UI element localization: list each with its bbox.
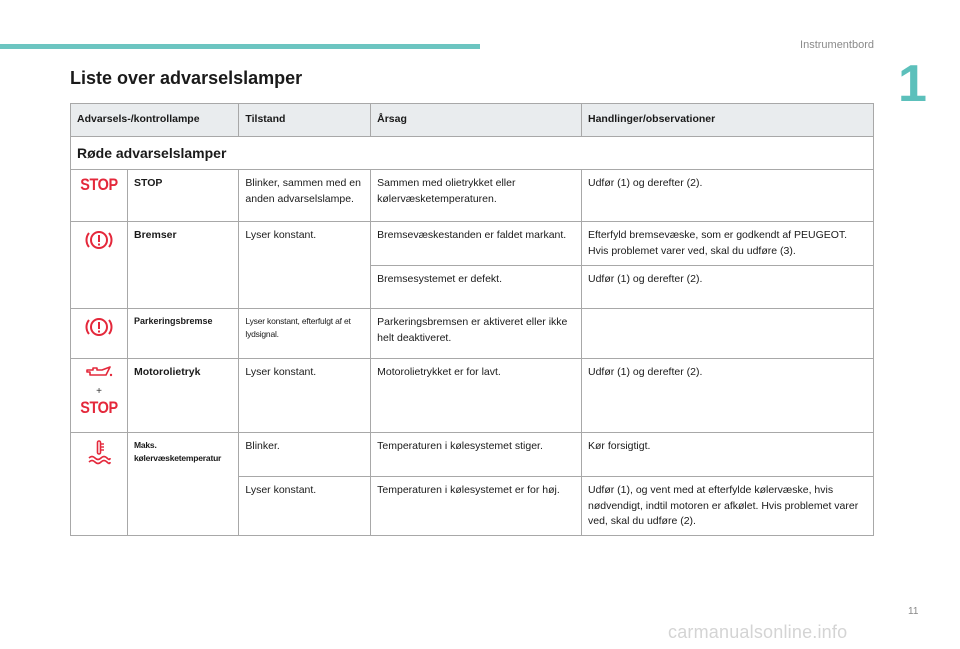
lamp-state: Lyser konstant. bbox=[239, 222, 371, 309]
column-header-cause: Årsag bbox=[371, 104, 582, 137]
parking-brake-icon bbox=[85, 315, 113, 339]
table-row bbox=[71, 359, 874, 433]
lamp-state: Lyser konstant, efterfulgt af et lydsignal. bbox=[239, 309, 371, 359]
oil-pressure-icon bbox=[84, 365, 114, 379]
lamp-cause: Temperaturen i kølesystemet er for høj. bbox=[371, 477, 582, 536]
lamp-action bbox=[582, 309, 874, 359]
column-header-state: Tilstand bbox=[239, 104, 371, 137]
lamp-action: Kør forsigtigt. bbox=[582, 433, 874, 477]
page-number: 11 bbox=[908, 606, 919, 617]
lamp-action: Udfør (1) og derefter (2). bbox=[582, 170, 874, 222]
group-row-red bbox=[71, 137, 874, 170]
warning-lamps-table bbox=[70, 103, 874, 536]
lamp-name: Motorolietryk bbox=[127, 359, 238, 433]
chapter-number: 1 bbox=[898, 55, 927, 113]
coolant-temperature-icon bbox=[86, 439, 112, 465]
section-label: Instrumentbord bbox=[800, 39, 874, 51]
table-row bbox=[71, 170, 874, 222]
lamp-name: STOP bbox=[127, 170, 238, 222]
lamp-cause: Bremsesystemet er defekt. bbox=[371, 266, 582, 309]
icon-cell bbox=[71, 433, 128, 536]
lamp-cause: Temperaturen i kølesystemet stiger. bbox=[371, 433, 582, 477]
icon-cell bbox=[71, 359, 128, 433]
header-accent-bar bbox=[0, 44, 480, 49]
column-header-lamp: Advarsels-/kontrollampe bbox=[71, 104, 239, 137]
plus-sign: + bbox=[96, 385, 102, 397]
column-header-action: Handlinger/observationer bbox=[582, 104, 874, 137]
icon-cell bbox=[71, 170, 128, 222]
lamp-state: Blinker. bbox=[239, 433, 371, 477]
stop-icon: STOP bbox=[80, 175, 118, 195]
watermark: carmanualsonline.info bbox=[668, 622, 848, 642]
table-row bbox=[71, 433, 874, 477]
lamp-state: Lyser konstant. bbox=[239, 359, 371, 433]
lamp-name: Bremser bbox=[127, 222, 238, 309]
lamp-action: Udfør (1) og derefter (2). bbox=[582, 266, 874, 309]
lamp-name: Maks. kølervæsketemperatur bbox=[127, 433, 238, 536]
lamp-action: Udfør (1), og vent med at efterfylde kølervæske, hvis nødvendigt, indtil motoren er afkølet. Hvis problemet varer ved, skal du udføre (2). bbox=[582, 477, 874, 536]
brake-warning-icon bbox=[85, 228, 113, 252]
page-title: Liste over advarselslamper bbox=[70, 68, 303, 88]
lamp-cause: Parkeringsbremsen er aktiveret eller ikke helt deaktiveret. bbox=[371, 309, 582, 359]
table-row bbox=[71, 222, 874, 266]
lamp-cause: Bremsevæskestanden er faldet markant. bbox=[371, 222, 582, 266]
stop-icon: STOP bbox=[80, 397, 118, 417]
table-row bbox=[71, 309, 874, 359]
lamp-cause: Sammen med olietrykket eller kølervæsketemperaturen. bbox=[371, 170, 582, 222]
lamp-action: Udfør (1) og derefter (2). bbox=[582, 359, 874, 433]
icon-cell bbox=[71, 222, 128, 309]
lamp-state: Lyser konstant. bbox=[239, 477, 371, 536]
lamp-state: Blinker, sammen med en anden advarselslampe. bbox=[239, 170, 371, 222]
lamp-name: Parkeringsbremse bbox=[127, 309, 238, 359]
table-header-row bbox=[71, 104, 874, 137]
group-title: Røde advarselslamper bbox=[71, 137, 874, 170]
lamp-cause: Motorolietrykket er for lavt. bbox=[371, 359, 582, 433]
lamp-action: Efterfyld bremsevæske, som er godkendt af PEUGEOT. Hvis problemet varer ved, skal du udføre (3). bbox=[582, 222, 874, 266]
icon-cell bbox=[71, 309, 128, 359]
